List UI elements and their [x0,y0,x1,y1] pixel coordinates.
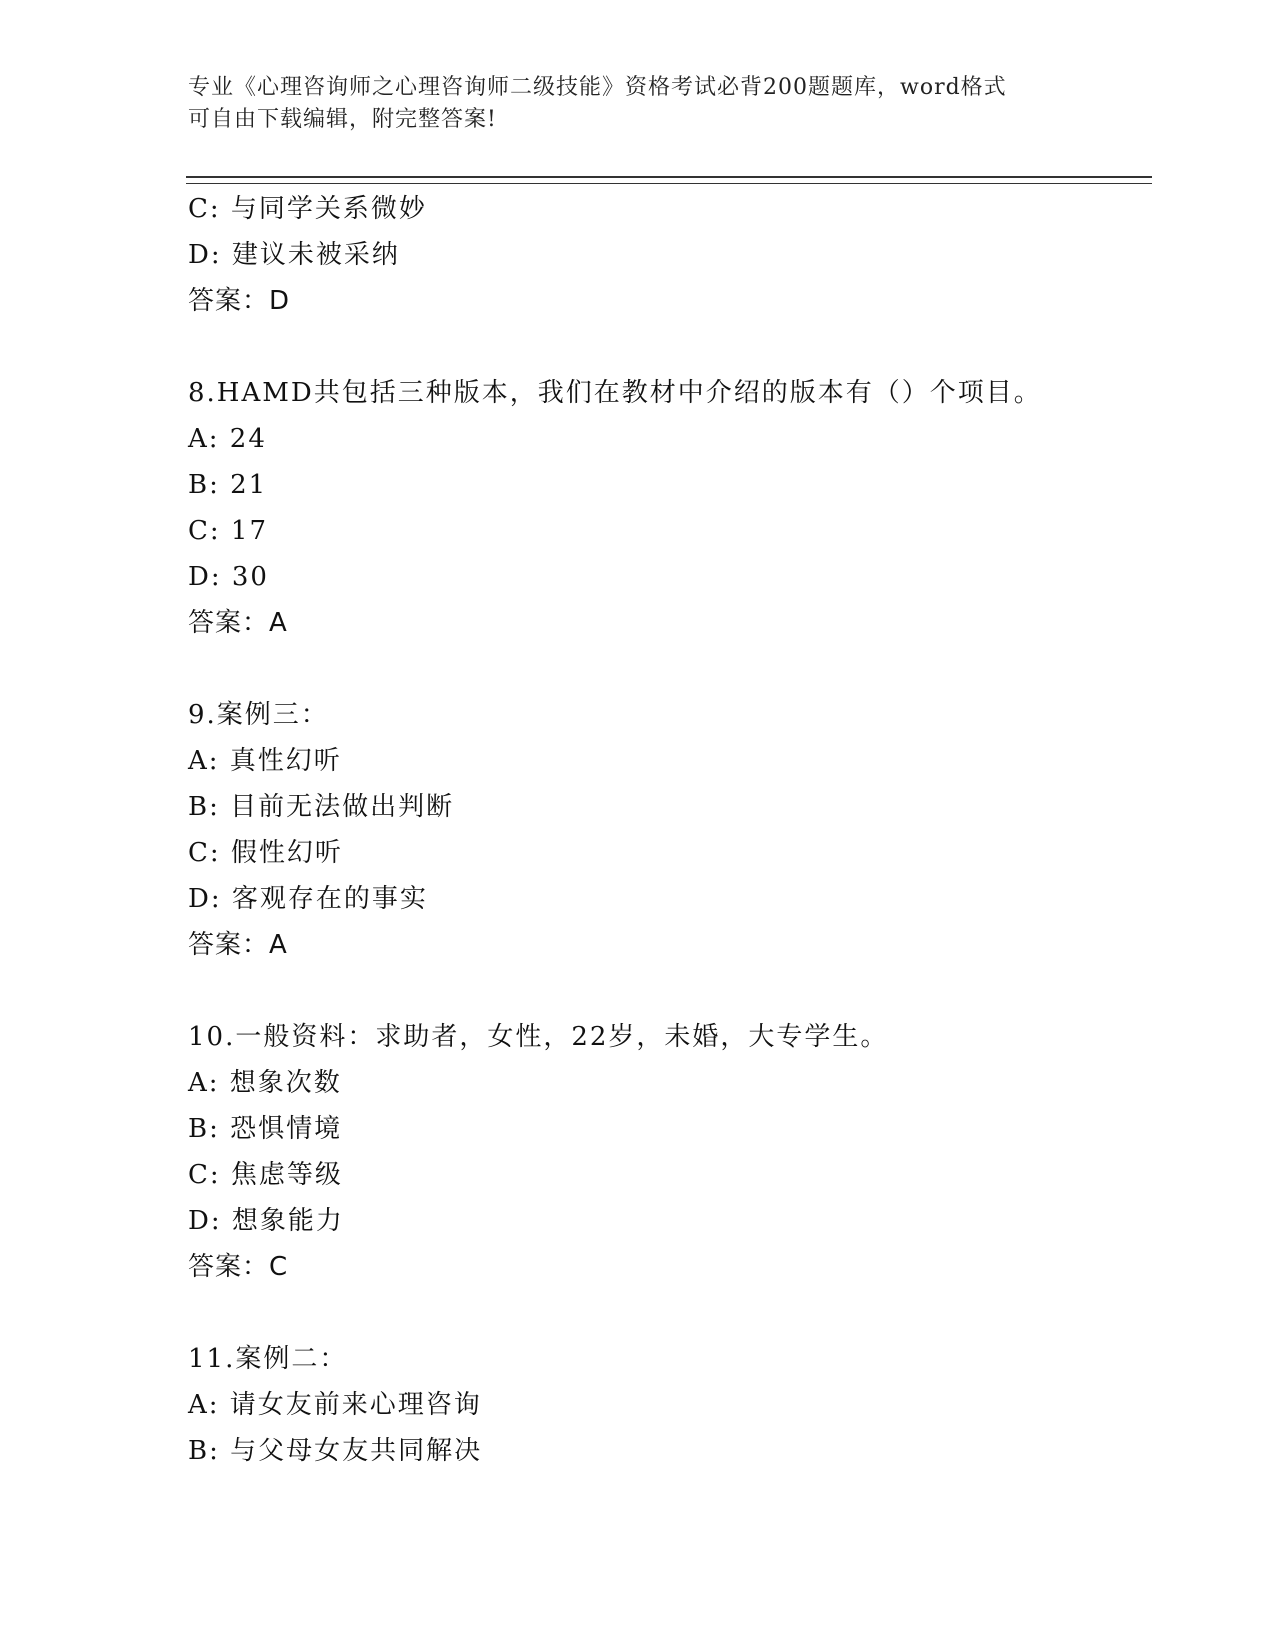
q9-option-a: A: 真性幻听 [188,746,342,776]
q9-option-d: D: 客观存在的事实 [188,884,428,914]
q9-option-c: C: 假性幻听 [188,838,343,868]
q9-stem: 9.案例三： [188,700,329,730]
q8-option-a: A: 24 [188,424,267,454]
q10-option-a: A: 想象次数 [188,1068,342,1098]
q11-option-b: B: 与父母女友共同解决 [188,1436,483,1466]
q8-option-d: D: 30 [188,562,269,592]
q10-option-b: B: 恐惧情境 [188,1114,343,1144]
q10-option-d: D: 想象能力 [188,1206,344,1236]
header-title-line-1: 专业《心理咨询师之心理咨询师二级技能》资格考试必背200题题库，word格式 [188,75,1007,100]
q8-answer: 答案：A [188,608,288,638]
q11-option-a: A: 请女友前来心理咨询 [188,1390,482,1420]
q8-option-b: B: 21 [188,470,268,500]
q9-option-b: B: 目前无法做出判断 [188,792,455,822]
header-title-line-2: 可自由下载编辑，附完整答案! [188,107,497,132]
header-divider [186,176,1152,184]
q8-option-c: C: 17 [188,516,269,546]
document-header [188,72,1088,136]
q7-option-d: D: 建议未被采纳 [188,240,400,270]
q8-stem: 8.HAMD共包括三种版本，我们在教材中介绍的版本有（）个项目。 [188,378,1042,408]
q7-answer: 答案：D [188,286,291,316]
q10-stem: 10.一般资料：求助者，女性，22岁，未婚，大专学生。 [188,1022,889,1052]
q10-answer: 答案：C [188,1252,289,1282]
q10-option-c: C: 焦虑等级 [188,1160,343,1190]
q11-stem: 11.案例二： [188,1344,348,1374]
q7-option-c: C: 与同学关系微妙 [188,194,427,224]
q9-answer: 答案：A [188,930,288,960]
